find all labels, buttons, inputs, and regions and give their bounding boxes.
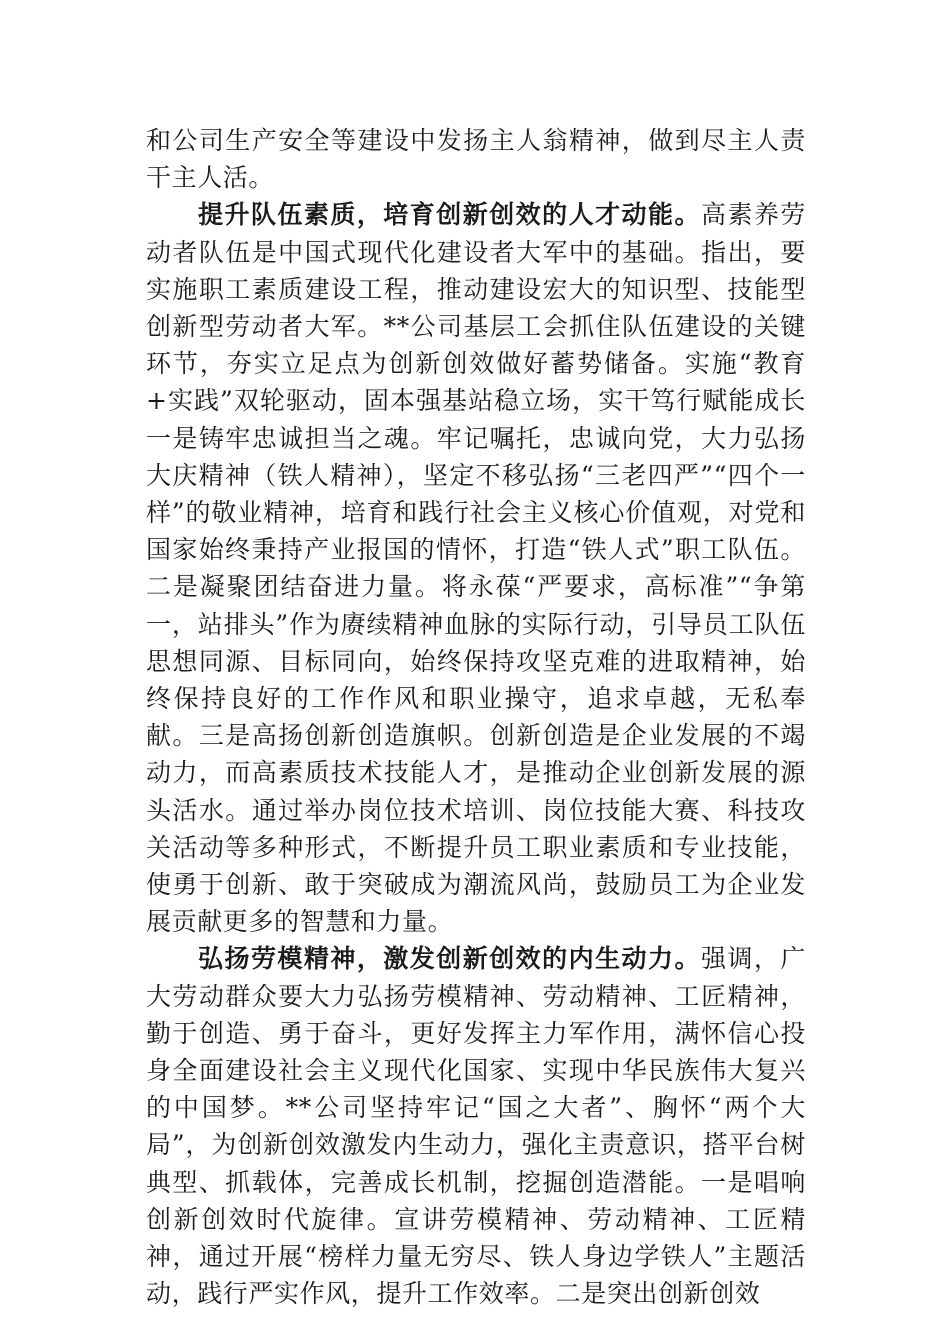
paragraph-heading: 弘扬劳模精神，激发创新创效的内生动力。 (198, 944, 701, 974)
paragraph-body: 强调，广大劳动群众要大力弘扬劳模精神、劳动精神、工匠精神，勤于创造、勇于奋斗，更好发挥主力军作用，满怀信心投身全面建设社会主义现代化国家、实现中华民族伟大复兴的中国梦。**公司坚持牢记“国之大者”、胸怀“两个大局”，为创新创效激发内生动力，强化主责意识，搭平台树典型、抓载体，完善成长机制，挖掘创造潜能。一是唱响创新创效时代旋律。宣讲劳模精神、劳动精神、工匠精神，通过开展“榜样力量无穷尽、铁人身边学铁人”主题活动，践行严实作风，提升工作效率。二是突出创新创效 (146, 944, 807, 1309)
paragraph-team-quality (146, 196, 806, 940)
paragraph-heading: 提升队伍素质，培育创新创效的人才动能。 (198, 200, 701, 230)
document-body (146, 122, 806, 1313)
paragraph-body: 和公司生产安全等建设中发扬主人翁精神，做到尽主人责干主人活。 (146, 126, 806, 193)
paragraph-continuation (146, 122, 806, 196)
paragraph-model-worker-spirit (146, 940, 806, 1312)
paragraph-body: 高素养劳动者队伍是中国式现代化建设者大军中的基础。指出，要实施职工素质建设工程，推动建设宏大的知识型、技能型创新型劳动者大军。**公司基层工会抓住队伍建设的关键环节，夯实立足点为创新创效做好蓄势储备。实施“教育+实践”双轮驱动，固本强基站稳立场，实干笃行赋能成长一是铸牢忠诚担当之魂。牢记嘱托，忠诚向党，大力弘扬大庆精神（铁人精神），坚定不移弘扬“三老四严”“四个一样”的敬业精神，培育和践行社会主义核心价值观，对党和国家始终秉持产业报国的情怀，打造“铁人式”职工队伍。二是凝聚团结奋进力量。将永葆“严要求，高标准”“争第一，站排头”作为赓续精神血脉的实际行动，引导员工队伍思想同源、目标同向，始终保持攻坚克难的进取精神，始终保持良好的工作作风和职业操守，追求卓越，无私奉献。三是高扬创新创造旗帜。创新创造是企业发展的不竭动力，而高素质技术技能人才，是推动企业创新发展的源头活水。通过举办岗位技术培训、岗位技能大赛、科技攻关活动等多种形式，不断提升员工职业素质和专业技能，使勇于创新、敢于突破成为潮流风尚，鼓励员工为企业发展贡献更多的智慧和力量。 (146, 200, 807, 937)
